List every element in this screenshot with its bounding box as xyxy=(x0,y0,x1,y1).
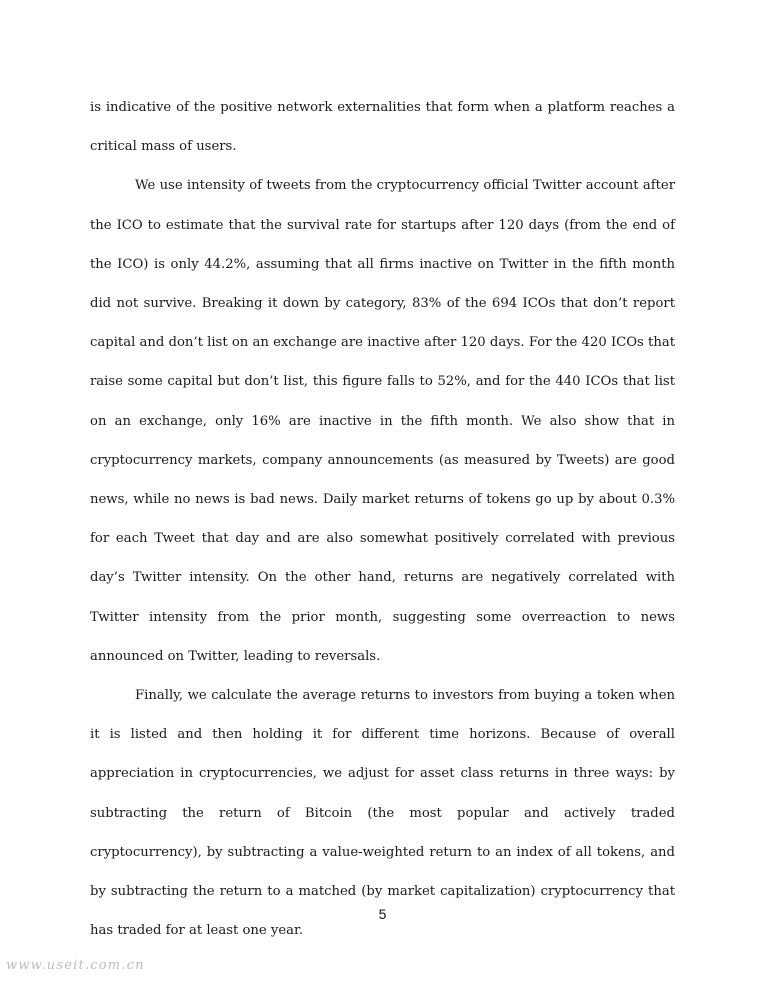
page-body xyxy=(90,88,675,950)
page-number: 5 xyxy=(378,906,387,922)
paragraph-returns: Finally, we calculate the average returns to investors from buying a token when it is listed and then holding it for different time horizons. Because of overall appreciation in cryptocurrencies, we adjust for asset class returns in three ways: by subtracting the return of Bitcoin (the most popular and actively traded cryptocurrency), by subtracting a value-weighted return to an index of all tokens, and by subtracting the return to a matched (by market capitalization) cryptocurrency that has traded for at least one year. xyxy=(90,688,675,939)
paragraph-twitter-survival: We use intensity of tweets from the cryptocurrency official Twitter account after the ICO to estimate that the survival rate for startups after 120 days (from the end of the ICO) is only 44.2%, assuming that all firms inactive on Twitter in the fifth month did not survive. Breaking it down by category, 83% of the 694 ICOs that don’t report capital and don’t list on an exchange are inactive after 120 days. For the 420 ICOs that raise some capital but don’t list, this figure falls to 52%, and for the 440 ICOs that list on an exchange, only 16% are inactive in the fifth month. We also show that in cryptocurrency markets, company announcements (as measured by Tweets) are good news, while no news is bad news. Daily market returns of tokens go up by about 0.3% for each Tweet that day and are also somewhat positively correlated with previous day’s Twitter intensity. On the other hand, returns are negatively correlated with Twitter intensity from the prior month, suggesting some overreaction to news announced on Twitter, leading to reversals. xyxy=(90,178,675,664)
paragraph-continuation: is indicative of the positive network externalities that form when a platform reaches a critical mass of users. xyxy=(90,100,675,155)
watermark: www.useit.com.cn xyxy=(6,958,145,973)
